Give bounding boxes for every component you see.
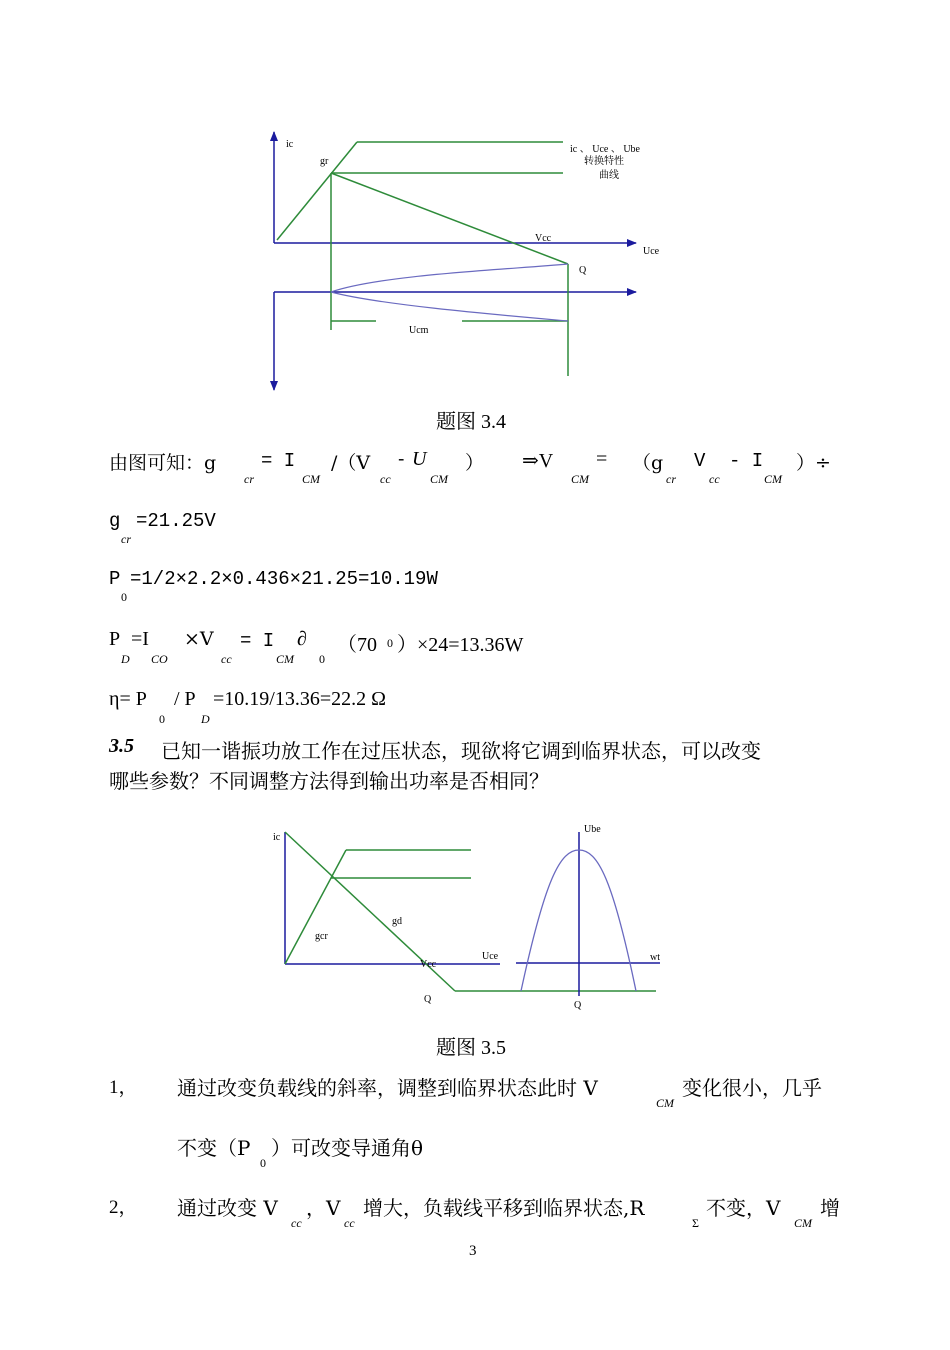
figure-3-5-caption: 题图 3.5: [436, 1037, 506, 1059]
fig34-label-q: Q: [579, 265, 587, 276]
formula-line-4: P D =I CO ×V cc = I CM ∂ 0 （70 0 ）×24=13.36W: [109, 628, 524, 666]
fig35-label-vcc: Vcc: [420, 959, 437, 970]
answer-2-number: 2，: [109, 1197, 138, 1218]
fig35-label-ic: ic: [273, 832, 281, 843]
formula1-prefix: 由图可知：g: [109, 452, 217, 474]
fig34-label-ic: ic: [286, 139, 294, 150]
fig34-label-gr: gr: [320, 156, 329, 167]
question-line-2: 哪些参数？不同调整方法得到输出功率是否相同？: [109, 769, 549, 793]
formula-line-1: 由图可知：g cr = I CM /（V cc - U CM ） ⇒V CM = （g cr V cc - I CM ）÷: [109, 448, 831, 486]
answer-1-line-2a: 不变（P: [177, 1136, 251, 1160]
figure-3-4-caption: 题图 3.4: [436, 411, 506, 433]
fig34-legend-2: 转换特性: [584, 156, 624, 167]
question-number: 3.5: [109, 735, 134, 757]
answer-1-line-2b: ）可改变导通角θ: [271, 1136, 424, 1160]
fig34-label-ucm: Ucm: [409, 325, 429, 336]
figure-3-5: [0, 810, 950, 1020]
gr-line: [277, 142, 357, 240]
load-line: [331, 173, 568, 264]
fig35-label-gcr: gcr: [315, 931, 328, 942]
answer-1-number: 1，: [109, 1077, 138, 1098]
fig35-label-gd: gd: [392, 916, 402, 927]
fig34-legend-1: ic 、 Uce 、 Ube: [570, 144, 640, 155]
formula-line-2: g cr =21.25V: [109, 510, 216, 546]
fig35-label-wt: wt: [650, 952, 660, 963]
formula-line-3: P 0 =1/2×2.2×0.436×21.25=10.19W: [109, 568, 438, 604]
fig34-legend-3: 曲线: [599, 170, 619, 181]
fig34-label-uce: Uce: [643, 246, 660, 257]
answer-2: 2， 通过改变 V cc ，V cc 增大，负载线平移到临界状态,R Σ 不变，V CM 增: [109, 1192, 849, 1232]
answer-1-line-1b: 变化很小，几乎: [682, 1076, 822, 1100]
page-number: 3: [469, 1243, 477, 1259]
fig34-label-vcc: Vcc: [535, 233, 552, 244]
fig35-label-uce: Uce: [482, 951, 499, 962]
gcr-line: [285, 850, 346, 964]
fig35-label-q1: Q: [424, 994, 432, 1005]
figure-3-4: [0, 0, 950, 400]
figure-3-4-svg: [0, 0, 950, 400]
fig35-label-ube: Ube: [584, 824, 601, 835]
question-line-1: 已知一谐振功放工作在过压状态，现欲将它调到临界状态，可以改变: [161, 739, 761, 763]
answer-1-line-1a: 通过改变负载线的斜率，调整到临界状态此时 V: [177, 1076, 598, 1100]
figure-3-5-svg: [0, 810, 950, 1020]
answer-1: 1， 通过改变负载线的斜率，调整到临界状态此时 V CM 变化很小，几乎 不变（P 0 ）可改变导通角θ: [109, 1072, 849, 1172]
question-3-5: [109, 735, 849, 795]
formula-line-5: η= P 0 / P D =10.19/13.36=22.2 Ω: [109, 688, 386, 726]
fig35-label-q2: Q: [574, 1000, 582, 1011]
